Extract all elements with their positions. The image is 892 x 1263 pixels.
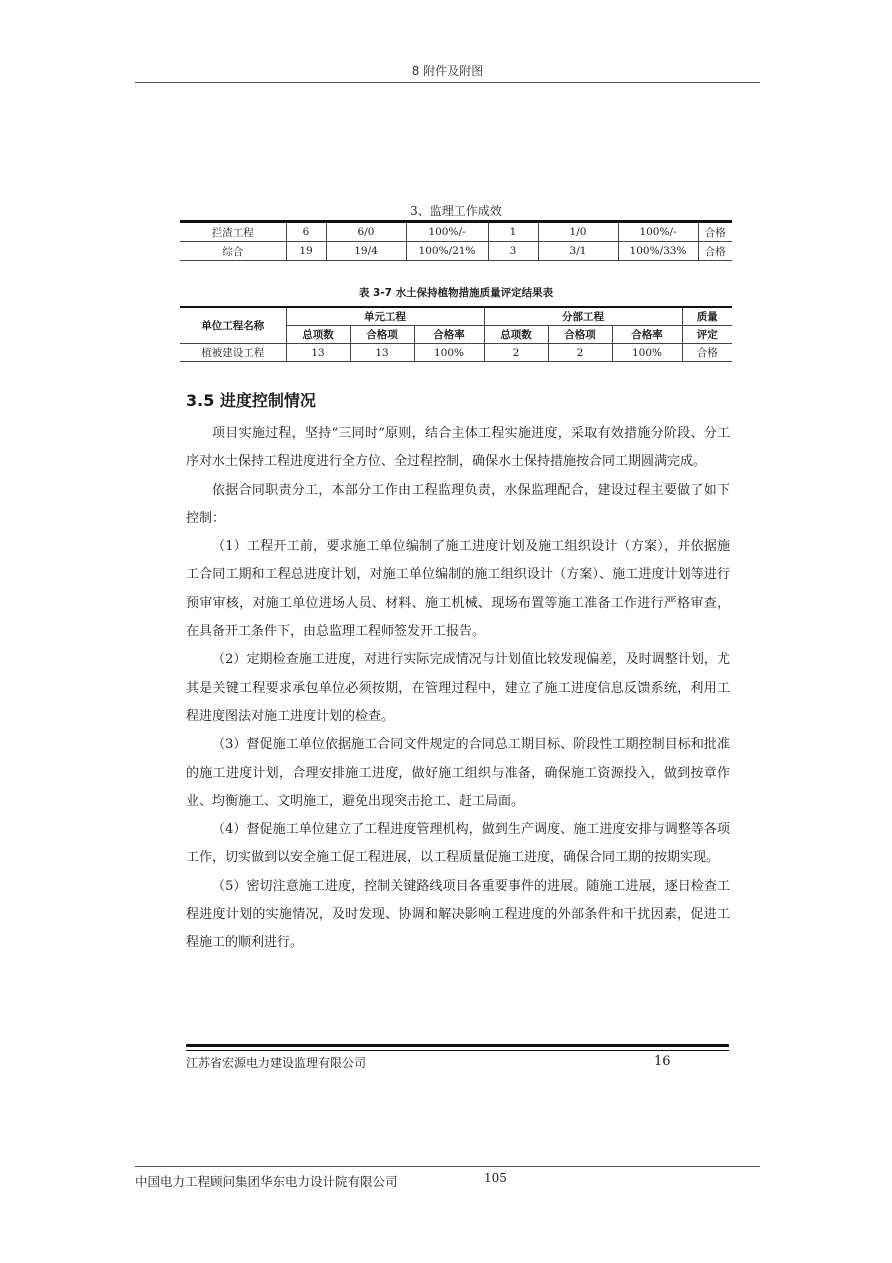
table-cell: 合格 <box>698 242 732 261</box>
table-cell: 3/1 <box>538 242 618 261</box>
paragraph: 项目实施过程，坚持“三同时”原则，结合主体工程实施进度，采取有效措施分阶段、分工序对水土保持工程进度进行全方位、全过程控制，确保水土保持措施按合同工期圆满完成。 <box>186 426 730 470</box>
section-title: 3、监理工作成效 <box>410 204 502 218</box>
paragraph: 依据合同职责分工，本部分工作由工程监理负责，水保监理配合，建设过程主要做了如下控制： <box>186 482 730 526</box>
footer-rule <box>135 1166 760 1167</box>
table-cell: 拦渣工程 <box>180 222 286 242</box>
header-unit-name: 单位工程名称 <box>180 307 286 344</box>
paragraph: （1）工程开工前，要求施工单位编制了施工进度计划及施工组织设计（方案），并依据施工合同工期和工程总进度计划，对施工单位编制的施工组织设计（方案）、施工进度计划等进行预审审核，对施工单位进场人员、材料、施工机械、现场布置等施工准备工作进行严格审查，在具备开工条件下，由总监理工程师签发开工报告。 <box>186 539 730 640</box>
body-text <box>186 420 730 958</box>
table-cell: 100%/- <box>618 222 698 242</box>
table-cell: 6 <box>286 222 326 242</box>
section-heading: 3.5 进度控制情况 <box>186 391 316 410</box>
table-cell: 1/0 <box>538 222 618 242</box>
table-cell: 2 <box>484 344 548 362</box>
table-cell: 6/0 <box>326 222 406 242</box>
header-total: 总项数 <box>484 326 548 344</box>
paragraph: （3）督促施工单位依据施工合同文件规定的合同总工期目标、阶段性工期控制目标和批准的施工进度计划，合理安排施工进度，做好施工组织与准备，确保施工资源投入，做到按章作业、均衡施工、文明施工，避免出现突击抢工、赶工局面。 <box>186 737 730 809</box>
header-pass: 合格项 <box>350 326 414 344</box>
paragraph: （4）督促施工单位建立了工程进度管理机构，做到生产调度、施工进度安排与调整等各项工作，切实做到以安全施工促工程进展，以工程质量促施工进度，确保合同工期的按期实现。 <box>186 822 730 866</box>
table-cell: 3 <box>488 242 538 261</box>
table-cell: 100%/33% <box>618 242 698 261</box>
table-cell: 合格 <box>698 222 732 242</box>
header-evaluation: 评定 <box>682 326 732 344</box>
table-cell: 100% <box>612 344 682 362</box>
inner-footer-thick-rule <box>186 1044 729 1047</box>
header-unit-project: 单元工程 <box>286 307 484 326</box>
inner-footer-company: 江苏省宏源电力建设监理有限公司 <box>186 1056 367 1070</box>
table-cell: 1 <box>488 222 538 242</box>
supervision-results-table <box>180 220 732 261</box>
inner-page-number: 16 <box>654 1054 671 1069</box>
table-cell: 2 <box>548 344 612 362</box>
paragraph: （2）定期检查施工进度，对进行实际完成情况与计划值比较发现偏差，及时调整计划，尤其是关键工程要求承包单位必须按期，在管理过程中，建立了施工进度信息反馈系统，利用工程进度图法对施工进度计划的检查。 <box>186 652 730 724</box>
table-caption: 表 3-7 水土保持植物措施质量评定结果表 <box>358 287 554 299</box>
header-rule <box>135 82 760 83</box>
header-sub-project: 分部工程 <box>484 307 682 326</box>
plant-measures-quality-table <box>180 306 732 362</box>
document-header: 8 附件及附图 <box>411 64 484 78</box>
outer-page-number: 105 <box>484 1171 507 1185</box>
header-pass: 合格项 <box>548 326 612 344</box>
inner-footer-thin-rule <box>186 1050 729 1051</box>
table-cell: 19 <box>286 242 326 261</box>
table-row <box>180 242 732 261</box>
table-row <box>180 344 732 362</box>
header-quality: 质量 <box>682 307 732 326</box>
header-total: 总项数 <box>286 326 350 344</box>
table-cell: 综合 <box>180 242 286 261</box>
table-cell: 100%/- <box>406 222 488 242</box>
header-rate: 合格率 <box>414 326 484 344</box>
table-cell: 植被建设工程 <box>180 344 286 362</box>
table-cell: 13 <box>350 344 414 362</box>
table-cell: 100% <box>414 344 484 362</box>
table-cell: 合格 <box>682 344 732 362</box>
table-cell: 13 <box>286 344 350 362</box>
paragraph: （5）密切注意施工进度，控制关键路线项目各重要事件的进展。随施工进展，逐日检查工程进度计划的实施情况，及时发现、协调和解决影响工程进度的外部条件和干扰因素，促进工程施工的顺利进行。 <box>186 878 730 951</box>
header-rate: 合格率 <box>612 326 682 344</box>
outer-footer-company: 中国电力工程顾问集团华东电力设计院有限公司 <box>135 1174 398 1189</box>
table-cell: 19/4 <box>326 242 406 261</box>
table-row <box>180 222 732 242</box>
table-cell: 100%/21% <box>406 242 488 261</box>
